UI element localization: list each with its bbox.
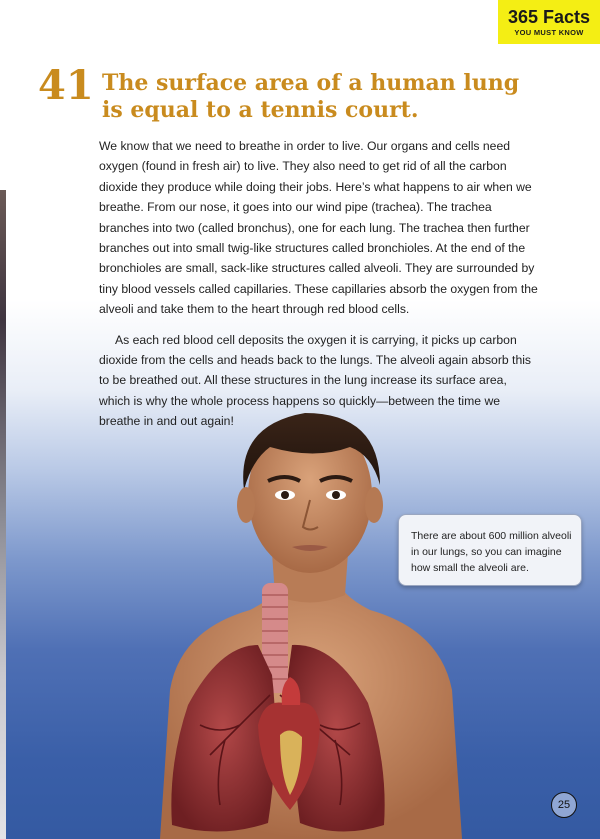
paragraph-1: We know that we need to breathe in order to live. Our organs and cells need oxygen (found in fresh air) to live. They also need to get rid of all the carbon dioxide they produce while doing their jobs. Here’s what happens to air when we breathe. From our nose, it goes into our wind pipe (trachea). The trachea branches into two (called bronchus), one for each lung. The trachea then further branches out into small twig-like structures called bronchioles. At the end of the bronchioles are small, sack-like structures called alveoli. They are surrounded by tiny blood vessels called capillaries. These capillaries absorb the oxygen from the alveoli and take them to the heart through red blood cells. bbox=[99, 139, 538, 317]
brand-badge bbox=[498, 0, 600, 44]
page-number: 25 bbox=[551, 792, 577, 818]
fact-number: 41 bbox=[38, 62, 94, 109]
right-pupil bbox=[332, 491, 340, 499]
brand-subtitle: YOU MUST KNOW bbox=[514, 28, 584, 37]
left-ear-shape bbox=[237, 487, 255, 523]
adjacent-page-edge bbox=[0, 190, 6, 839]
article-body bbox=[99, 136, 541, 442]
anatomy-illustration bbox=[140, 405, 480, 839]
fact-title: The surface area of a human lung is equal to a tennis court. bbox=[102, 70, 520, 123]
callout-text: There are about 600 million alveoli in our lungs, so you can imagine how small the alveoli are. bbox=[411, 530, 572, 574]
brand-title: 365 Facts bbox=[507, 7, 591, 27]
fact-callout bbox=[398, 514, 582, 586]
left-pupil bbox=[281, 491, 289, 499]
paragraph-2: As each red blood cell deposits the oxygen it is carrying, it picks up carbon dioxide from the cells and heads back to the lungs. The alveoli again absorb this to be breathed out. All these structures in the lung increase its surface area, which is why the whole process happens so quickly—between the time we breathe in and out again! bbox=[99, 332, 532, 429]
right-ear-shape bbox=[365, 487, 383, 523]
